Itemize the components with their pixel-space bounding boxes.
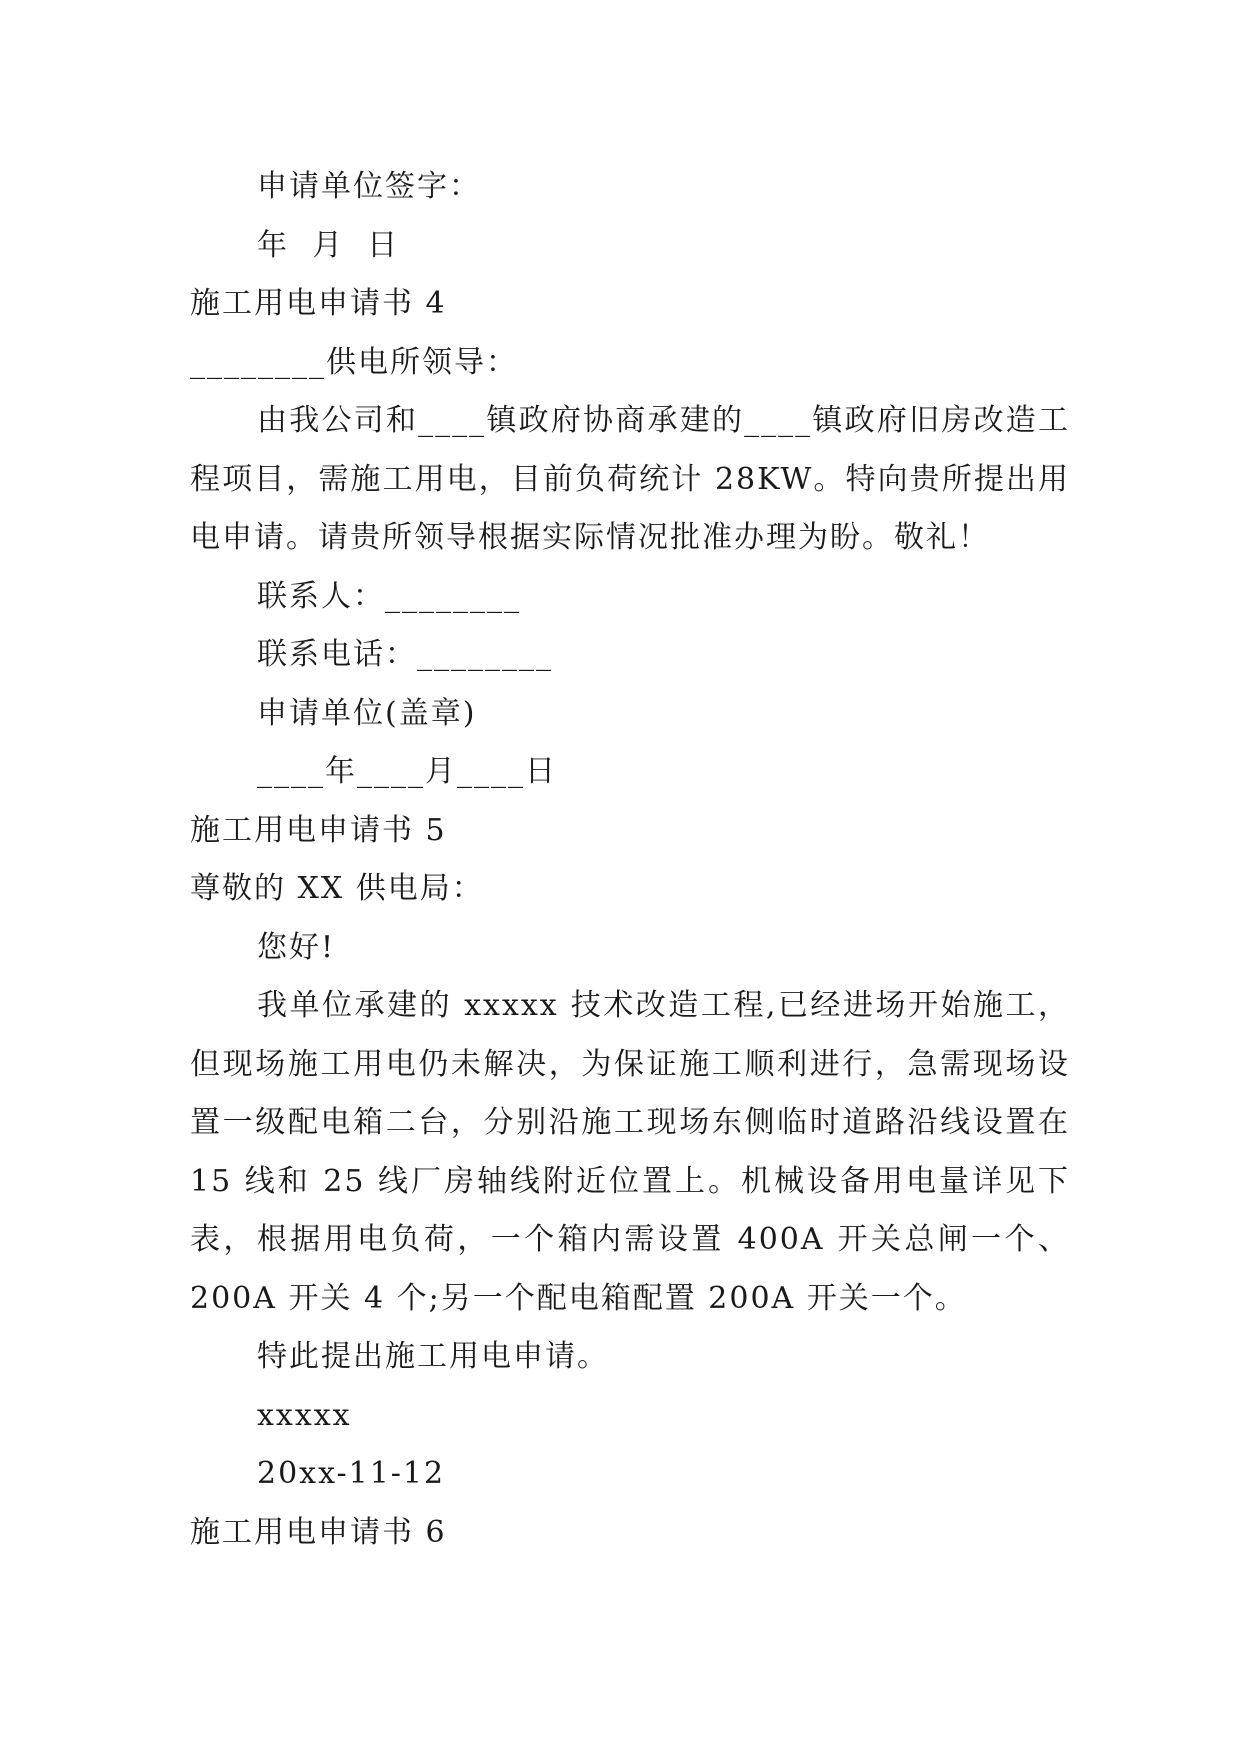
date-blank: 年 月 日 [257,227,400,263]
greeting-5: 您好! [257,929,336,965]
date-5: 20xx-11-12 [257,1456,446,1491]
signer-5: xxxxx [257,1397,352,1433]
body-paragraph-5: 我单位承建的 xxxxx 技术改造工程,已经进场开始施工，但现场施工用电仍未解决，为保证施工顺利进行，急需现场设置一级配电箱二台，分别沿施工现场东侧临时道路沿线设置在 15 线和 25 线厂房轴线附近位置上。机械设备用电量详见下表，根据用电负荷，一个箱内需设置 400A 开关总闸一个、200A 开关 4 个;另一个配电箱配置 200A 开关一个。 [190,988,1070,1316]
date-line-4: ____年____月____日 [257,754,557,789]
section-title-4: 施工用电申请书 4 [190,286,447,321]
contact-person: 联系人：________ [257,578,521,614]
section-title-6: 施工用电申请书 6 [190,1514,447,1550]
document-content [190,158,1070,1562]
sign-label: 申请单位签字： [257,169,481,204]
applicant-seal: 申请单位(盖章) [257,695,477,731]
salutation-4: ________供电所领导： [190,344,518,380]
section-title-5: 施工用电申请书 5 [190,812,447,848]
body-paragraph-4: 由我公司和____镇政府协商承建的____镇政府旧房改造工程项目，需施工用电，目前负荷统计 28KW。特向贵所提出用电申请。请贵所领导根据实际情况批准办理为盼。敬礼！ [190,403,1070,555]
contact-phone: 联系电话：________ [257,637,553,672]
salutation-5: 尊敬的 XX 供电局： [190,871,484,906]
closing-5: 特此提出施工用电申请。 [257,1339,609,1374]
